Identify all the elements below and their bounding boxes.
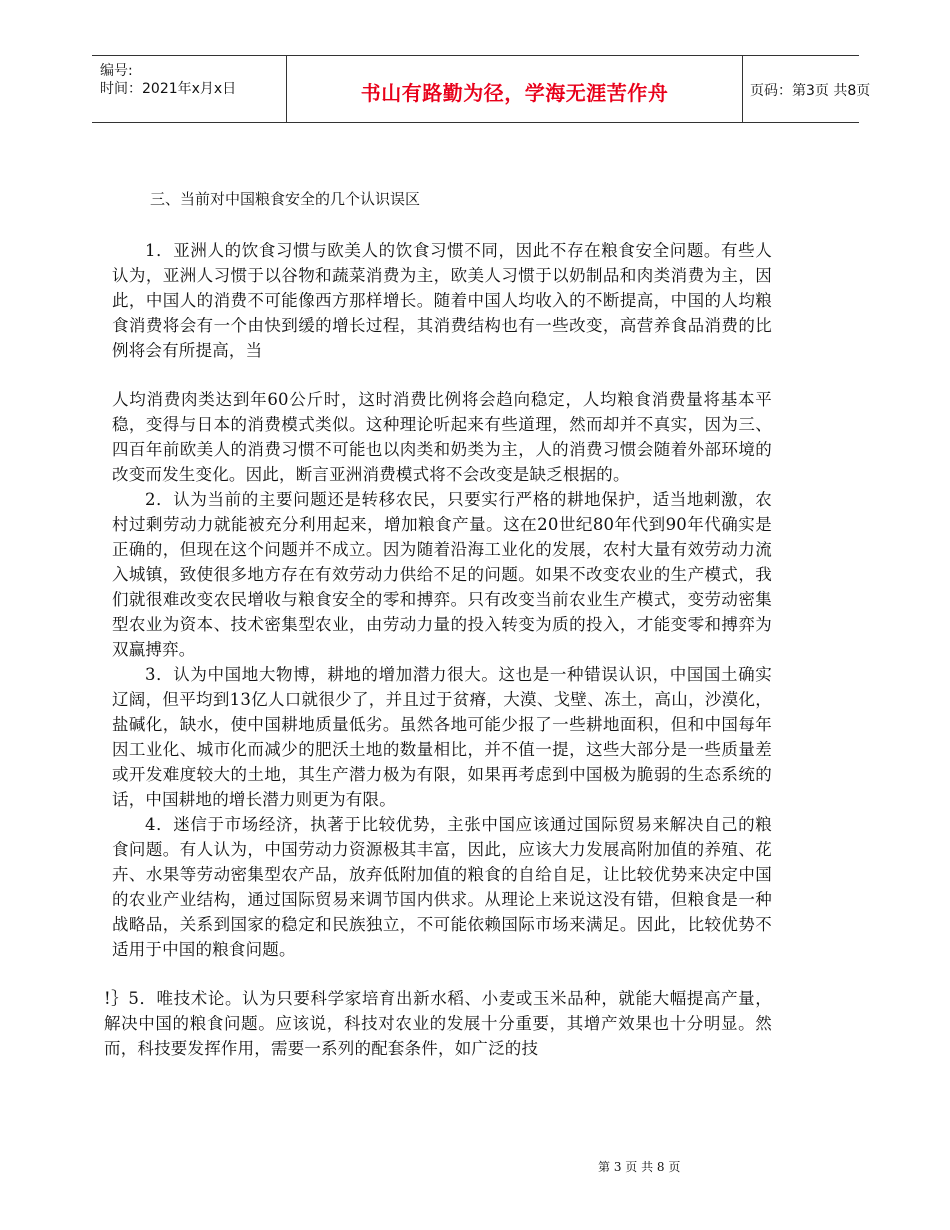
document-number-label: 编号: bbox=[100, 63, 133, 79]
paragraph-1-part-1: 1．亚洲人的饮食习惯与欧美人的饮食习惯不同，因此不存在粮食安全问题。有些人认为，亚洲人习惯于以谷物和蔬菜消费为主，欧美人习惯于以奶制品和肉类消费为主，因此，中国人的消费不可能像西方那样增长。随着中国人均收入的不断提高，中国的人均粮食消费将会有一个由快到缓的增长过程，其消费结构也有一些改变，高营养食品消费的比例将会有所提高，当 bbox=[112, 241, 772, 360]
paragraph-5: !｝5．唯技术论。认为只要科学家培育出新水稻、小麦或玉米品种，就能大幅提高产量，解决中国的粮食问题。应该说，科技对农业的发展十分重要，其增产效果也十分明显。然而，科技要发挥作用，需要一系列的配套条件，如广泛的技 bbox=[104, 989, 772, 1058]
header-page-cell bbox=[742, 56, 871, 122]
header-motto-cell bbox=[286, 56, 743, 122]
page-header bbox=[92, 55, 871, 123]
document-body bbox=[104, 180, 772, 1061]
section-heading: 三、当前对中国粮食安全的几个认识误区 bbox=[150, 190, 421, 208]
footer-page-number: 第 3 页 共 8 页 bbox=[598, 1160, 681, 1174]
document-date-label: 时间：2021年x月x日 bbox=[100, 81, 237, 97]
paragraph-3: 3．认为中国地大物博，耕地的增加潜力很大。这也是一种错误认识，中国国土确实辽阔，但平均到13亿人口就很少了，并且过于贫瘠，大漠、戈壁、冻土，高山，沙漠化，盐碱化，缺水，使中国耕地质量低劣。虽然各地可能少报了一些耕地面积，但和中国每年因工业化、城市化而减少的肥沃土地的数量相比，并不值一提，这些大部分是一些质量差或开发难度较大的土地，其生产潜力极为有限，如果再考虑到中国极为脆弱的生态系统的话，中国耕地的增长潜力则更为有限。 bbox=[112, 665, 772, 809]
paragraph-1-part-2: 人均消费肉类达到年60公斤时，这时消费比例将会趋向稳定，人均粮食消费量将基本平稳，变得与日本的消费模式类似。这种理论听起来有些道理，然而却并不真实，因为三、四百年前欧美人的消费习惯不可能也以肉类和奶类为主，人的消费习惯会随着外部环境的改变而发生变化。因此，断言亚洲消费模式将不会改变是缺乏根据的。 bbox=[112, 390, 772, 484]
paragraph-2: 2．认为当前的主要问题还是转移农民，只要实行严格的耕地保护，适当地刺激，农村过剩劳动力就能被充分利用起来，增加粮食产量。这在20世纪80年代到90年代确实是正确的，但现在这个问题并不成立。因为随着沿海工业化的发展，农村大量有效劳动力流入城镇，致使很多地方存在有效劳动力供给不足的问题。如果不改变农业的生产模式，我们就很难改变农民增收与粮食安全的零和搏弈。只有改变当前农业生产模式，变劳动密集型农业为资本、技术密集型农业，由劳动力量的投入转变为质的投入，才能变零和搏弈为双赢搏弈。 bbox=[112, 490, 772, 659]
header-meta-cell bbox=[92, 56, 286, 122]
paragraph-4: 4．迷信于市场经济，执著于比较优势，主张中国应该通过国际贸易来解决自己的粮食问题。有人认为，中国劳动力资源极其丰富，因此，应该大力发展高附加值的养殖、花卉、水果等劳动密集型农产品，放弃低附加值的粮食的自给自足，让比较优势来决定中国的农业产业结构，通过国际贸易来调节国内供求。从理论上来说这没有错，但粮食是一种战略品，关系到国家的稳定和民族独立，不可能依赖国际市场来满足。因此，比较优势不适用于中国的粮食问题。 bbox=[112, 815, 772, 959]
header-motto: 书山有路勤为径，学海无涯苦作舟 bbox=[360, 81, 669, 105]
header-page-info: 页码：第3页 共8页 bbox=[750, 83, 871, 99]
